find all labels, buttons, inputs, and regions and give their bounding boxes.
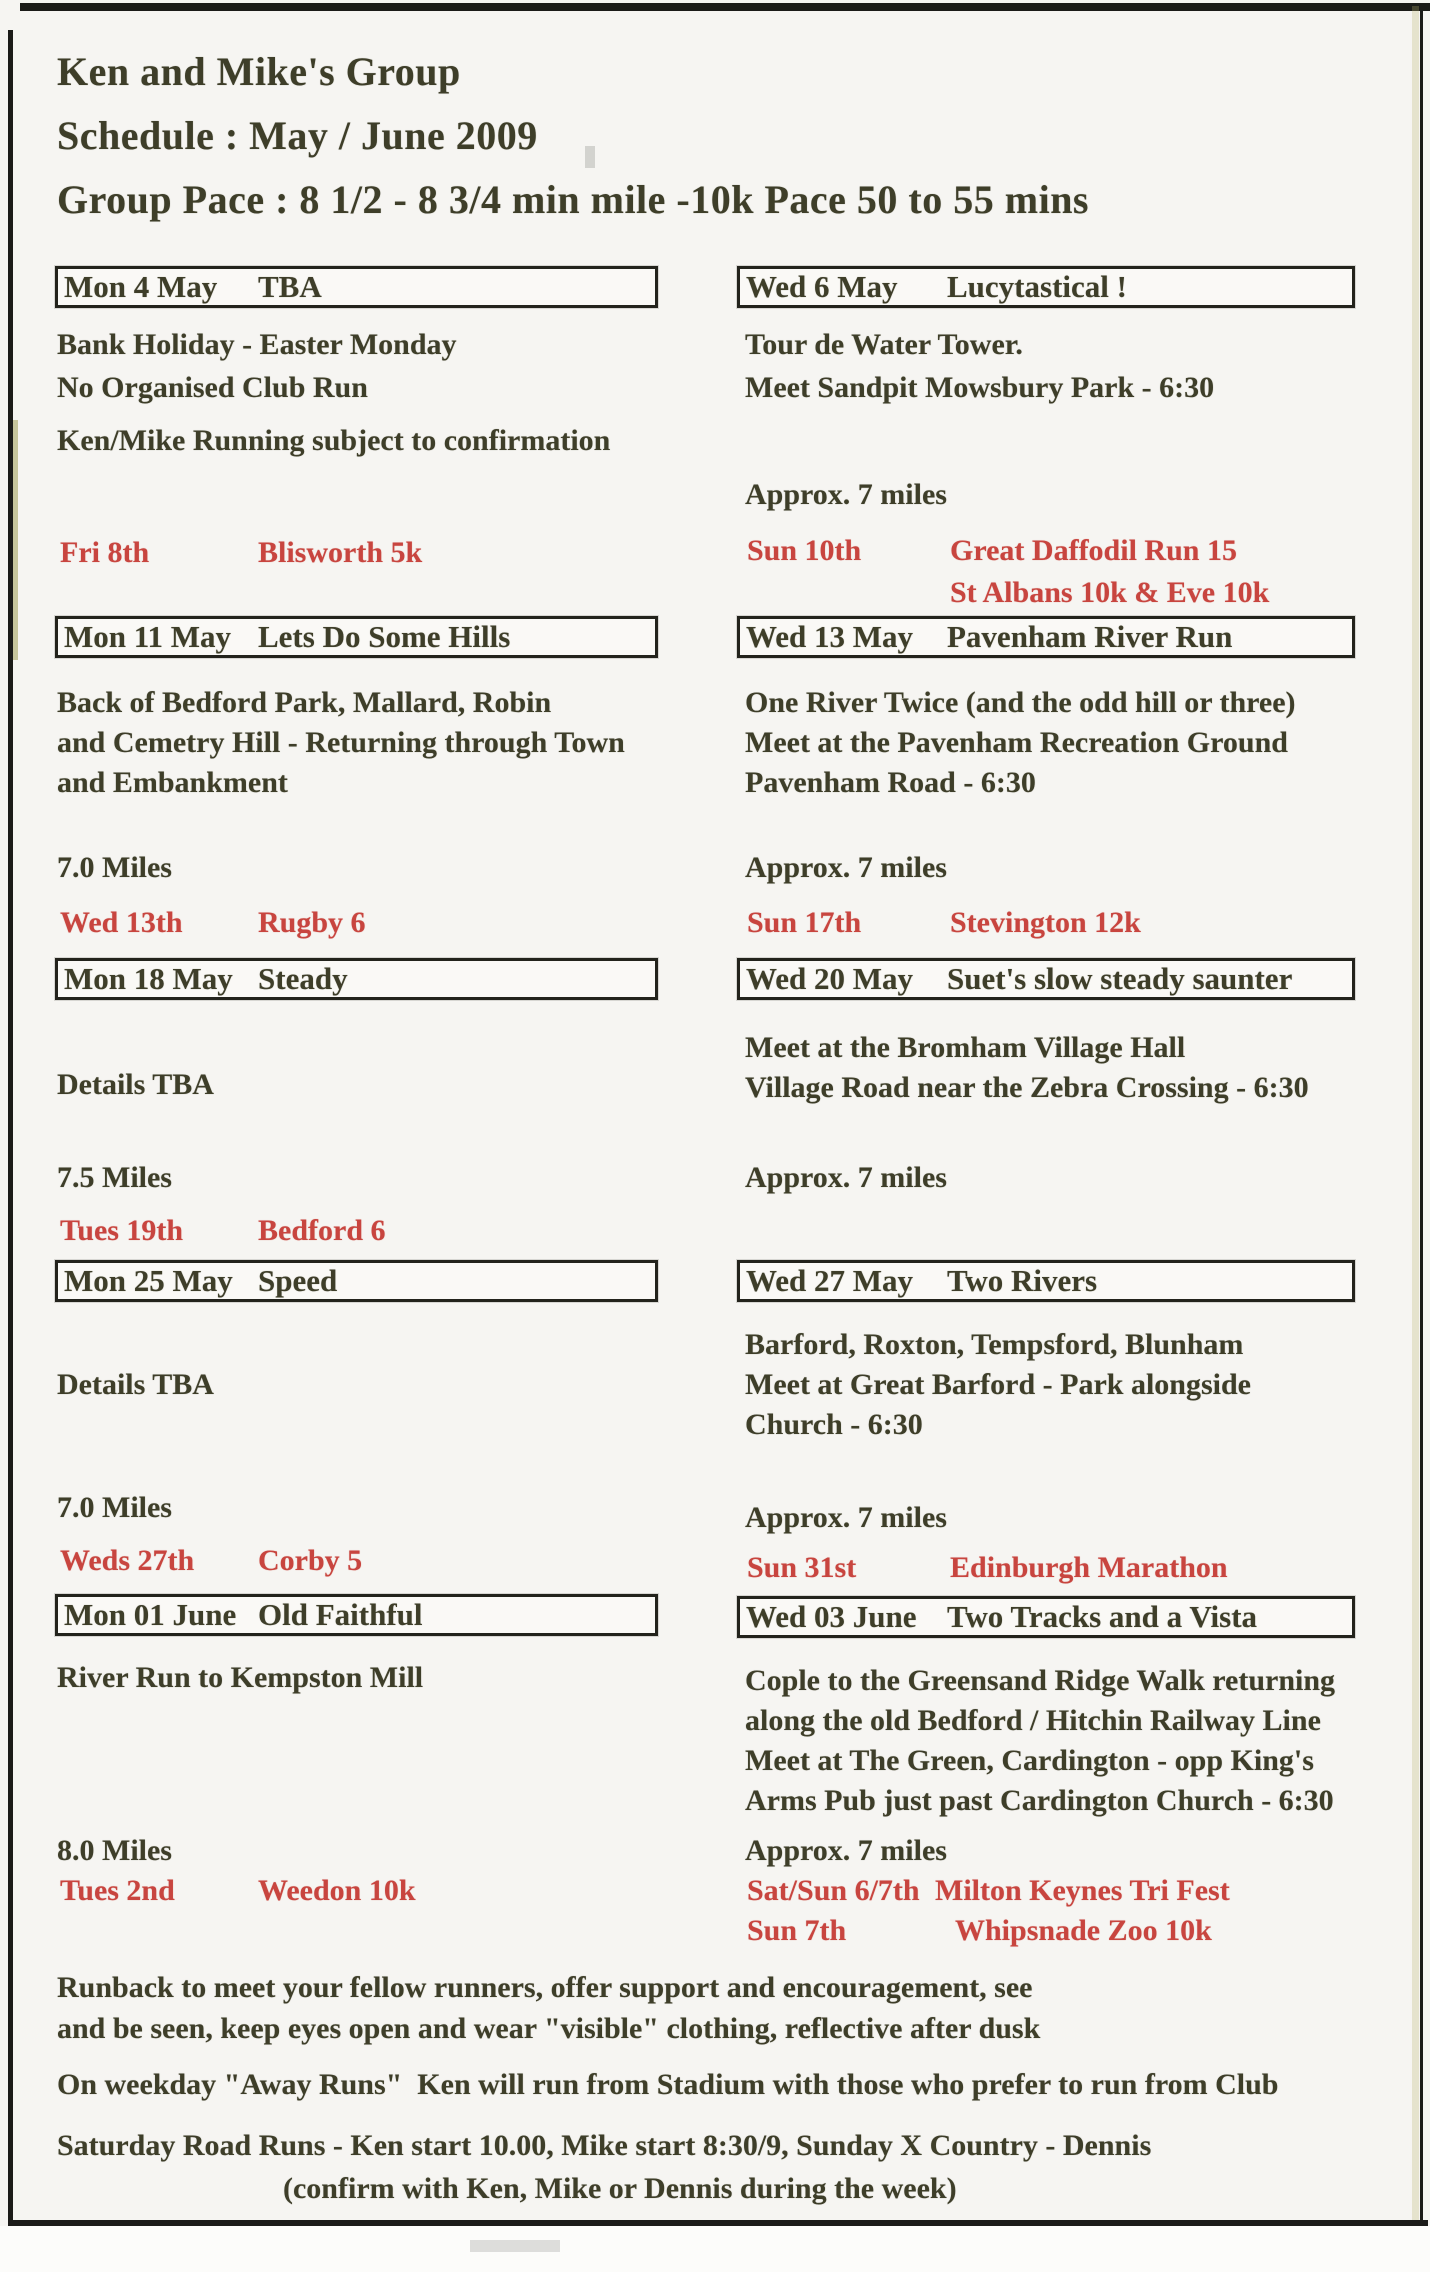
footer-line: Saturday Road Runs - Ken start 10.00, Mike start 8:30/9, Sunday X Country - Dennis	[57, 2129, 1152, 2162]
event-miles: Approx. 7 miles	[745, 1161, 947, 1194]
footer-line: Runback to meet your fellow runners, offer support and encouragement, see	[57, 1971, 1033, 2004]
event-box	[55, 1594, 658, 1636]
event-note-line: River Run to Kempston Mill	[57, 1661, 424, 1694]
event-note-line: Cople to the Greensand Ridge Walk returning	[745, 1664, 1336, 1697]
race-name: Blisworth 5k	[258, 536, 423, 569]
event-note-line: along the old Bedford / Hitchin Railway Line	[745, 1704, 1321, 1737]
event-box-title: Steady	[258, 961, 348, 996]
event-box-title: Suet's slow steady saunter	[947, 961, 1293, 996]
event-note-line: One River Twice (and the odd hill or three)	[745, 686, 1296, 719]
event-box	[55, 958, 658, 1000]
event-box-title: Two Tracks and a Vista	[947, 1599, 1258, 1634]
event-box	[737, 616, 1355, 658]
race-name: Whipsnade Zoo 10k	[955, 1914, 1212, 1947]
race-date: Fri 8th	[60, 536, 150, 569]
event-box-date: Wed 6 May	[746, 269, 898, 304]
scan-artifact	[1412, 6, 1419, 2220]
event-miles: 8.0 Miles	[57, 1834, 172, 1867]
event-box-date: Mon 11 May	[64, 619, 232, 654]
race-date: Tues 2nd	[60, 1874, 175, 1907]
race-date: Weds 27th	[60, 1544, 195, 1577]
event-miles: Approx. 7 miles	[745, 851, 947, 884]
event-note-line: Church - 6:30	[745, 1408, 923, 1441]
race-date: Wed 13th	[60, 906, 183, 939]
event-note-line: and Embankment	[57, 766, 288, 799]
event-miles: 7.0 Miles	[57, 851, 172, 884]
race-name: Stevington 12k	[950, 906, 1141, 939]
event-note-line: Back of Bedford Park, Mallard, Robin	[57, 686, 552, 719]
event-miles: Approx. 7 miles	[745, 1834, 947, 1867]
page-title: Ken and Mike's Group	[57, 49, 461, 94]
event-box-title: TBA	[258, 269, 322, 304]
footer-line: and be seen, keep eyes open and wear "visible" clothing, reflective after dusk	[57, 2012, 1041, 2045]
event-note-line: Village Road near the Zebra Crossing - 6:30	[745, 1071, 1309, 1104]
race-date: Sun 17th	[747, 906, 862, 939]
event-note-line: Ken/Mike Running subject to confirmation	[57, 424, 611, 457]
event-box	[55, 266, 658, 308]
footer-line: On weekday "Away Runs" Ken will run from Stadium with those who prefer to run from Club	[57, 2068, 1279, 2101]
race-name: St Albans 10k & Eve 10k	[950, 576, 1270, 609]
race-date: Tues 19th	[60, 1214, 184, 1247]
event-note-line: Meet at the Pavenham Recreation Ground	[745, 726, 1288, 759]
event-box-date: Mon 25 May	[64, 1263, 233, 1298]
event-note-line: Meet at The Green, Cardington - opp King's	[745, 1744, 1314, 1777]
event-box	[55, 1260, 658, 1302]
event-box-title: Old Faithful	[258, 1597, 423, 1632]
event-box	[737, 266, 1355, 308]
page-border-right	[1420, 6, 1423, 2222]
event-note-line: Meet Sandpit Mowsbury Park - 6:30	[745, 371, 1215, 404]
event-box-date: Wed 03 June	[746, 1599, 917, 1634]
race-date: Sun 10th	[747, 534, 862, 567]
schedule-line: Schedule : May / June 2009	[57, 113, 538, 158]
event-miles: Approx. 7 miles	[745, 478, 947, 511]
page-border-top	[20, 3, 1430, 11]
event-box	[737, 1596, 1355, 1638]
race-name: Rugby 6	[258, 906, 366, 939]
race-name: Corby 5	[258, 1544, 363, 1577]
event-note-line: Barford, Roxton, Tempsford, Blunham	[745, 1328, 1244, 1361]
race-name: Weedon 10k	[258, 1874, 416, 1907]
event-box	[55, 616, 658, 658]
event-note-line: Arms Pub just past Cardington Church - 6:30	[745, 1784, 1334, 1817]
event-note-line: Pavenham Road - 6:30	[745, 766, 1036, 799]
event-note-line: No Organised Club Run	[57, 371, 368, 404]
event-miles: 7.5 Miles	[57, 1161, 172, 1194]
pace-line: Group Pace : 8 1/2 - 8 3/4 min mile -10k Pace 50 to 55 mins	[57, 177, 1089, 222]
event-note-line: Tour de Water Tower.	[745, 328, 1023, 361]
scan-artifact	[585, 146, 595, 168]
race-name: Bedford 6	[258, 1214, 386, 1247]
event-miles: 7.0 Miles	[57, 1491, 172, 1524]
event-box-date: Wed 20 May	[746, 961, 914, 996]
scan-artifact	[470, 2240, 560, 2252]
scan-margin	[0, 2226, 1430, 2272]
event-note-line: Meet at Great Barford - Park alongside	[745, 1368, 1252, 1401]
event-box	[737, 958, 1355, 1000]
race-name: Milton Keynes Tri Fest	[935, 1874, 1230, 1907]
event-box-title: Lets Do Some Hills	[258, 619, 511, 654]
race-date: Sun 7th	[747, 1914, 847, 1947]
event-box-title: Lucytastical !	[947, 269, 1127, 304]
event-box-date: Mon 4 May	[64, 269, 218, 304]
race-name: Great Daffodil Run 15	[950, 534, 1237, 567]
race-name: Edinburgh Marathon	[950, 1551, 1228, 1584]
race-date: Sat/Sun 6/7th	[747, 1874, 920, 1907]
scan-artifact	[13, 420, 18, 660]
event-note-line: Bank Holiday - Easter Monday	[57, 328, 457, 361]
event-box-date: Wed 27 May	[746, 1263, 914, 1298]
event-box-title: Speed	[258, 1263, 338, 1298]
event-miles: Approx. 7 miles	[745, 1501, 947, 1534]
event-box-date: Wed 13 May	[746, 619, 914, 654]
event-box-title: Pavenham River Run	[947, 619, 1233, 654]
event-box-title: Two Rivers	[947, 1263, 1098, 1298]
page-border-left	[8, 30, 13, 2228]
event-box	[737, 1260, 1355, 1302]
event-note-line: Details TBA	[57, 1368, 214, 1401]
footer-line: (confirm with Ken, Mike or Dennis during the week)	[283, 2172, 957, 2205]
event-note-line: and Cemetry Hill - Returning through Town	[57, 726, 625, 759]
event-note-line: Meet at the Bromham Village Hall	[745, 1031, 1186, 1064]
event-note-line: Details TBA	[57, 1068, 214, 1101]
event-box-date: Mon 18 May	[64, 961, 233, 996]
event-box-date: Mon 01 June	[64, 1597, 237, 1632]
race-date: Sun 31st	[747, 1551, 857, 1584]
